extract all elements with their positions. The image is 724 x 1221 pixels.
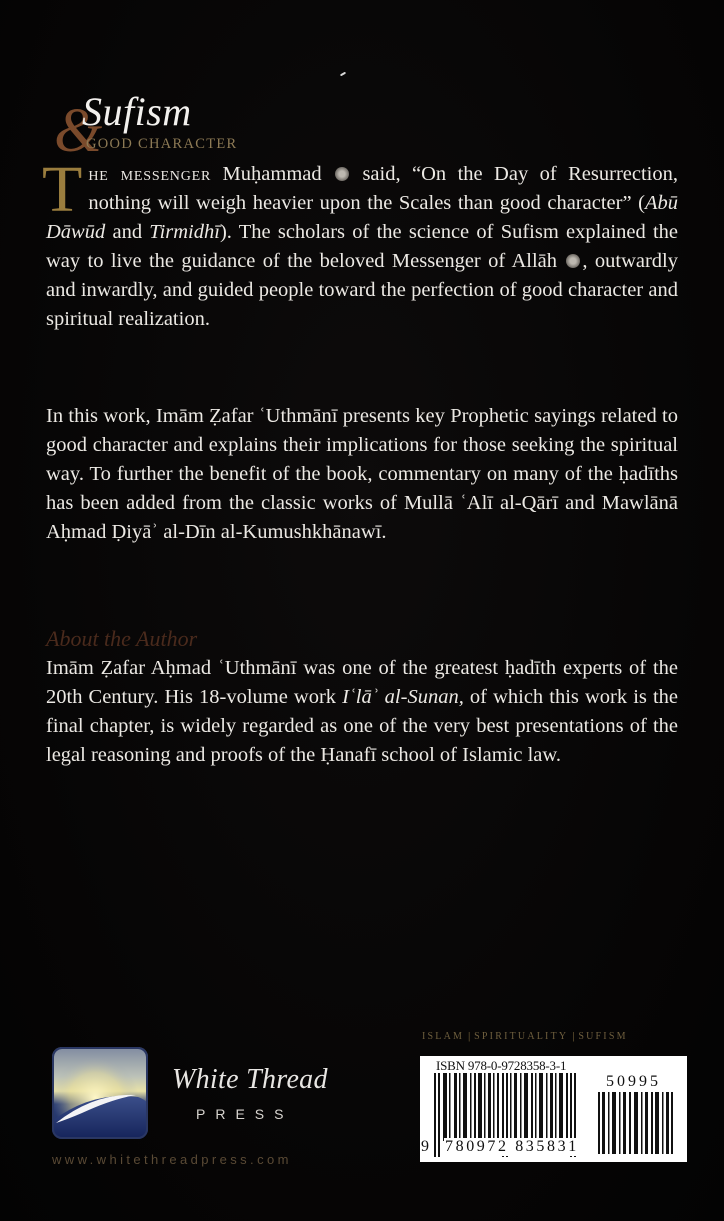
text-segment: of which this work is the final chapter, is widely regarded as one of the very best presentations of the legal reasoning and proofs of the Ḥanafī school of Islamic law.: [46, 686, 678, 766]
price-code: 50995: [606, 1073, 661, 1090]
category-separator: |: [468, 1031, 471, 1042]
category-sufism: SUFISM: [578, 1031, 628, 1042]
honorific-calligraphy-icon: [566, 254, 580, 268]
title-ampersand: &: [54, 97, 103, 165]
title-main: Sufism: [82, 89, 192, 134]
description-paragraph-1: [42, 153, 679, 334]
publisher-press: PRESS: [196, 1106, 294, 1122]
text-segment: Imām Ẓafar Aḥmad ʿUthmānī was one of the greatest ḥadīth experts of the 20th Century. His 18-volume work: [46, 657, 678, 708]
honorific-calligraphy-icon: [335, 167, 349, 181]
dust-speck: [340, 72, 346, 77]
description-paragraph-2: In this work, Imām Ẓafar ʿUthmānī presents key Prophetic sayings related to good character and explains their implications for those seeking the spiritual way. To further the benefit of the book, commentary on many of the ḥadīths has been added from the classic works of Mullā ʿAlī al-Qārī and Mawlānā Aḥmad Ḍiyāʾ al-Dīn al-Kumushkhānawī.: [46, 405, 678, 543]
lead-small-caps: he messenger: [88, 163, 212, 185]
citation-abu-dawud: Abū Dāwūd: [46, 192, 678, 243]
citation-tirmidhi: Tirmidhī: [149, 221, 220, 243]
work-title-ila-al-sunan: Iʿlāʾ al-Sunan,: [342, 686, 464, 708]
category-islam: ISLAM: [422, 1031, 465, 1042]
about-author-paragraph: [46, 654, 678, 770]
text-segment: and: [105, 221, 150, 243]
publisher-name: White Thread: [172, 1064, 328, 1095]
text-segment: , outwardly and inwardly, and guided people toward the perfection of good character and spiritual realization.: [46, 250, 679, 330]
sunrise-horizon-icon: [52, 1047, 148, 1139]
drop-cap: T: [42, 153, 83, 226]
isbn-barcode: [420, 1056, 687, 1162]
price-addon-barcode-icon: [598, 1092, 674, 1154]
title-block: [52, 89, 312, 165]
text-segment: said, “On the Day of Resurrection, nothing will weigh heavier upon the Scales than good character” (: [88, 163, 678, 214]
text-segment: Muḥammad: [211, 163, 334, 185]
ean-digits: 780972 835831: [445, 1138, 579, 1155]
text-segment: ). The scholars of the science of Sufism explained the way to live the guidance of the beloved Messenger of Allāh: [46, 221, 678, 272]
isbn-label: ISBN 978-0-9728358-3-1: [436, 1058, 567, 1073]
about-author-heading: About the Author: [46, 626, 198, 651]
publisher-url[interactable]: www.whitethreadpress.com: [52, 1152, 292, 1167]
category-separator: |: [572, 1031, 575, 1042]
title-subtitle: GOOD CHARACTER: [86, 136, 238, 152]
ean-first-digit: 9: [421, 1138, 429, 1155]
category-list: [422, 1031, 628, 1042]
category-spirituality: SPIRITUALITY: [474, 1031, 569, 1042]
